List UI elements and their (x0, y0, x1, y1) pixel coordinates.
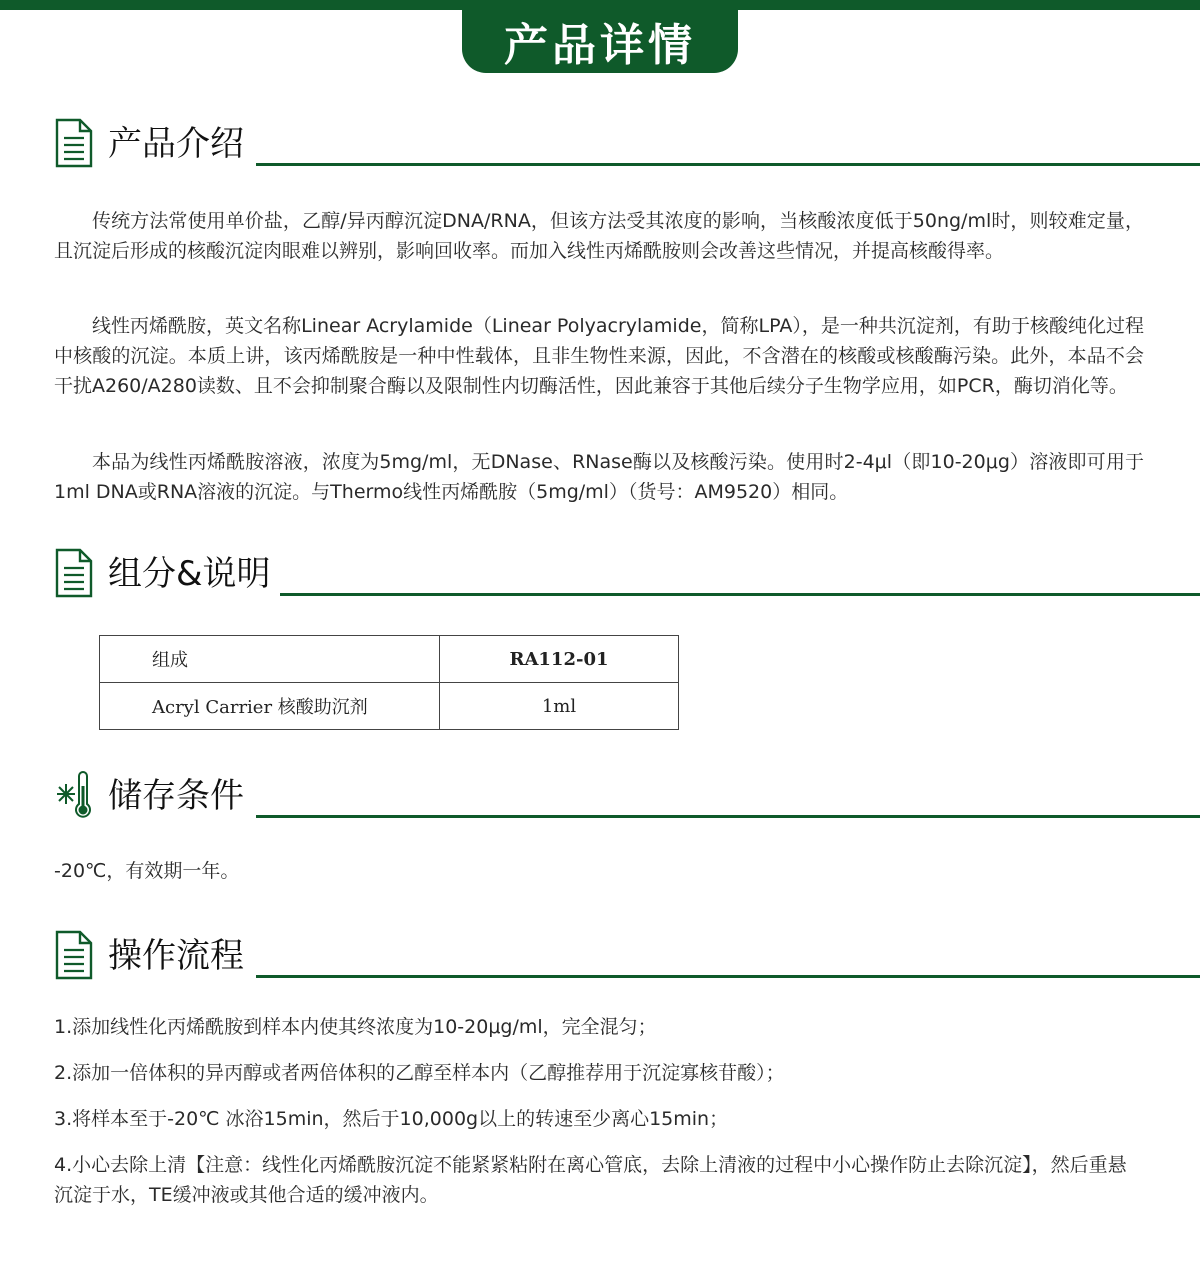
section-divider (256, 975, 1200, 978)
storage-text: -20℃，有效期一年。 (54, 860, 240, 882)
components-table (99, 635, 679, 730)
procedure-step-1: 1.添加线性化丙烯酰胺到样本内使其终浓度为10-20μg/ml，完全混匀； (54, 1016, 657, 1038)
table-header-cell: RA112-01 (440, 636, 679, 683)
section-header-components (54, 548, 1200, 600)
procedure-step-4: 4.小心去除上清【注意：线性化丙烯酰胺沉淀不能紧紧粘附在离心管底，去除上清液的过程中小心操作防止去除沉淀】，然后重悬沉淀于水，TE缓冲液或其他合适的缓冲液内。 (54, 1154, 1127, 1206)
procedure-step-2: 2.添加一倍体积的异丙醇或者两倍体积的乙醇至样本内（乙醇推荐用于沉淀寡核苷酸）； (54, 1062, 785, 1084)
document-icon (54, 930, 94, 980)
section-title: 产品介绍 (108, 124, 244, 164)
section-header-intro (54, 118, 1200, 170)
section-divider (256, 163, 1200, 166)
table-header-cell: 组成 (100, 636, 440, 683)
section-title: 组分&说明 (108, 554, 271, 594)
section-header-storage (54, 770, 1200, 822)
table-row (100, 683, 679, 730)
intro-paragraph-1: 传统方法常使用单价盐，乙醇/异丙醇沉淀DNA/RNA，但该方法受其浓度的影响，当核酸浓度低于50ng/ml时，则较难定量，且沉淀后形成的核酸沉淀肉眼难以辨别，影响回收率。而加入线性丙烯酰胺则会改善这些情况，并提高核酸得率。 (54, 210, 1144, 262)
section-title: 操作流程 (108, 936, 244, 976)
intro-paragraph-2: 线性丙烯酰胺，英文名称Linear Acrylamide（Linear Polyacrylamide，简称LPA），是一种共沉淀剂，有助于核酸纯化过程中核酸的沉淀。本质上讲，该丙烯酰胺是一种中性载体，且非生物性来源，因此，不含潜在的核酸或核酸酶污染。此外，本品不会干扰A260/A280读数、且不会抑制聚合酶以及限制性内切酶活性，因此兼容于其他后续分子生物学应用，如PCR，酶切消化等。 (54, 315, 1144, 397)
table-cell: 1ml (440, 683, 679, 730)
document-icon (54, 118, 94, 168)
page-title-banner (462, 8, 738, 73)
section-divider (280, 593, 1200, 596)
thermometer-snowflake-icon (54, 770, 94, 820)
intro-paragraph-3: 本品为线性丙烯酰胺溶液，浓度为5mg/ml，无DNase、RNase酶以及核酸污染。使用时2-4μl（即10-20μg）溶液即可用于1ml DNA或RNA溶液的沉淀。与Thermo线性丙烯酰胺（5mg/ml）（货号：AM9520）相同。 (54, 451, 1144, 503)
page-title: 产品详情 (504, 19, 696, 71)
section-title: 储存条件 (108, 776, 244, 816)
section-header-procedure (54, 930, 1200, 982)
document-icon (54, 548, 94, 598)
procedure-step-3: 3.将样本至于-20℃ 冰浴15min，然后于10,000g以上的转速至少离心15min； (54, 1108, 729, 1130)
table-header-row (100, 636, 679, 683)
table-cell: Acryl Carrier 核酸助沉剂 (100, 683, 440, 730)
section-divider (256, 815, 1200, 818)
